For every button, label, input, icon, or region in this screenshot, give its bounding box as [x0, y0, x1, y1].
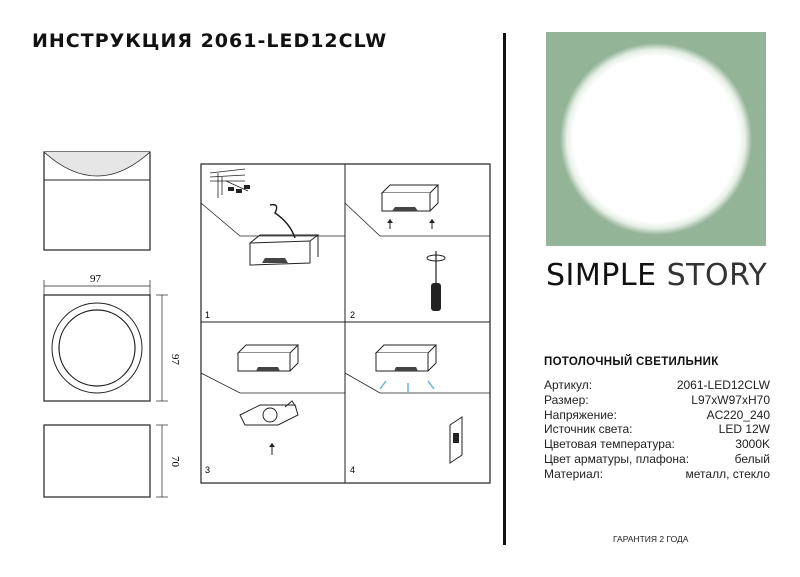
brand-word-2: STORY [666, 258, 768, 293]
spec-value: LED 12W [718, 422, 770, 437]
installation-steps [200, 163, 492, 485]
dim-height-label: 70 [169, 456, 181, 467]
vertical-divider [503, 33, 506, 545]
glowing-sphere [546, 32, 766, 246]
spec-value: белый [734, 451, 770, 466]
spec-label: Напряжение: [544, 407, 617, 422]
step-2-illustration [382, 185, 445, 311]
spec-value: AC220_240 [706, 407, 770, 422]
spec-label: Размер: [544, 392, 589, 407]
spec-value: L97xW97xH70 [691, 392, 770, 407]
dim-width-label: 97 [90, 273, 101, 285]
spec-row [544, 437, 770, 452]
spec-value: 2061-LED12CLW [676, 378, 770, 392]
spec-row [544, 393, 770, 408]
spec-label: Артикул: [544, 378, 593, 392]
spec-value: металл, стекло [685, 466, 770, 481]
spec-label: Цветовая температура: [544, 437, 675, 452]
spec-row [544, 452, 770, 467]
spec-label: Материал: [544, 466, 603, 481]
spec-label: Источник света: [544, 422, 633, 437]
spec-row [544, 408, 770, 423]
spec-list [544, 378, 770, 482]
top-view-drawing [44, 273, 181, 401]
step-1-illustration [210, 169, 318, 265]
step-4-illustration [376, 345, 462, 463]
spec-row [544, 378, 770, 393]
brand-logo [546, 258, 767, 293]
spec-row [544, 467, 770, 482]
step-4-number: 4 [350, 465, 356, 475]
spec-row [544, 422, 770, 437]
page-title: ИНСТРУКЦИЯ 2061-LED12CLW [32, 30, 388, 52]
product-type: ПОТОЛОЧНЫЙ СВЕТИЛЬНИК [544, 356, 719, 368]
step-3-number: 3 [205, 465, 211, 475]
spec-value: 3000K [735, 437, 770, 452]
product-photo [546, 32, 766, 246]
step-3-illustration [238, 345, 298, 455]
dimension-drawings [30, 140, 190, 510]
warranty-note: ГАРАНТИЯ 2 ГОДА [613, 534, 689, 544]
spec-label: Цвет арматуры, плафона: [544, 451, 690, 466]
step-2-number: 2 [350, 310, 356, 320]
side-view-drawing [44, 152, 150, 250]
front-view-drawing [44, 425, 181, 497]
step-1-number: 1 [205, 310, 211, 320]
dim-depth-label: 97 [169, 354, 181, 365]
brand-word-1: SIMPLE [546, 258, 657, 293]
